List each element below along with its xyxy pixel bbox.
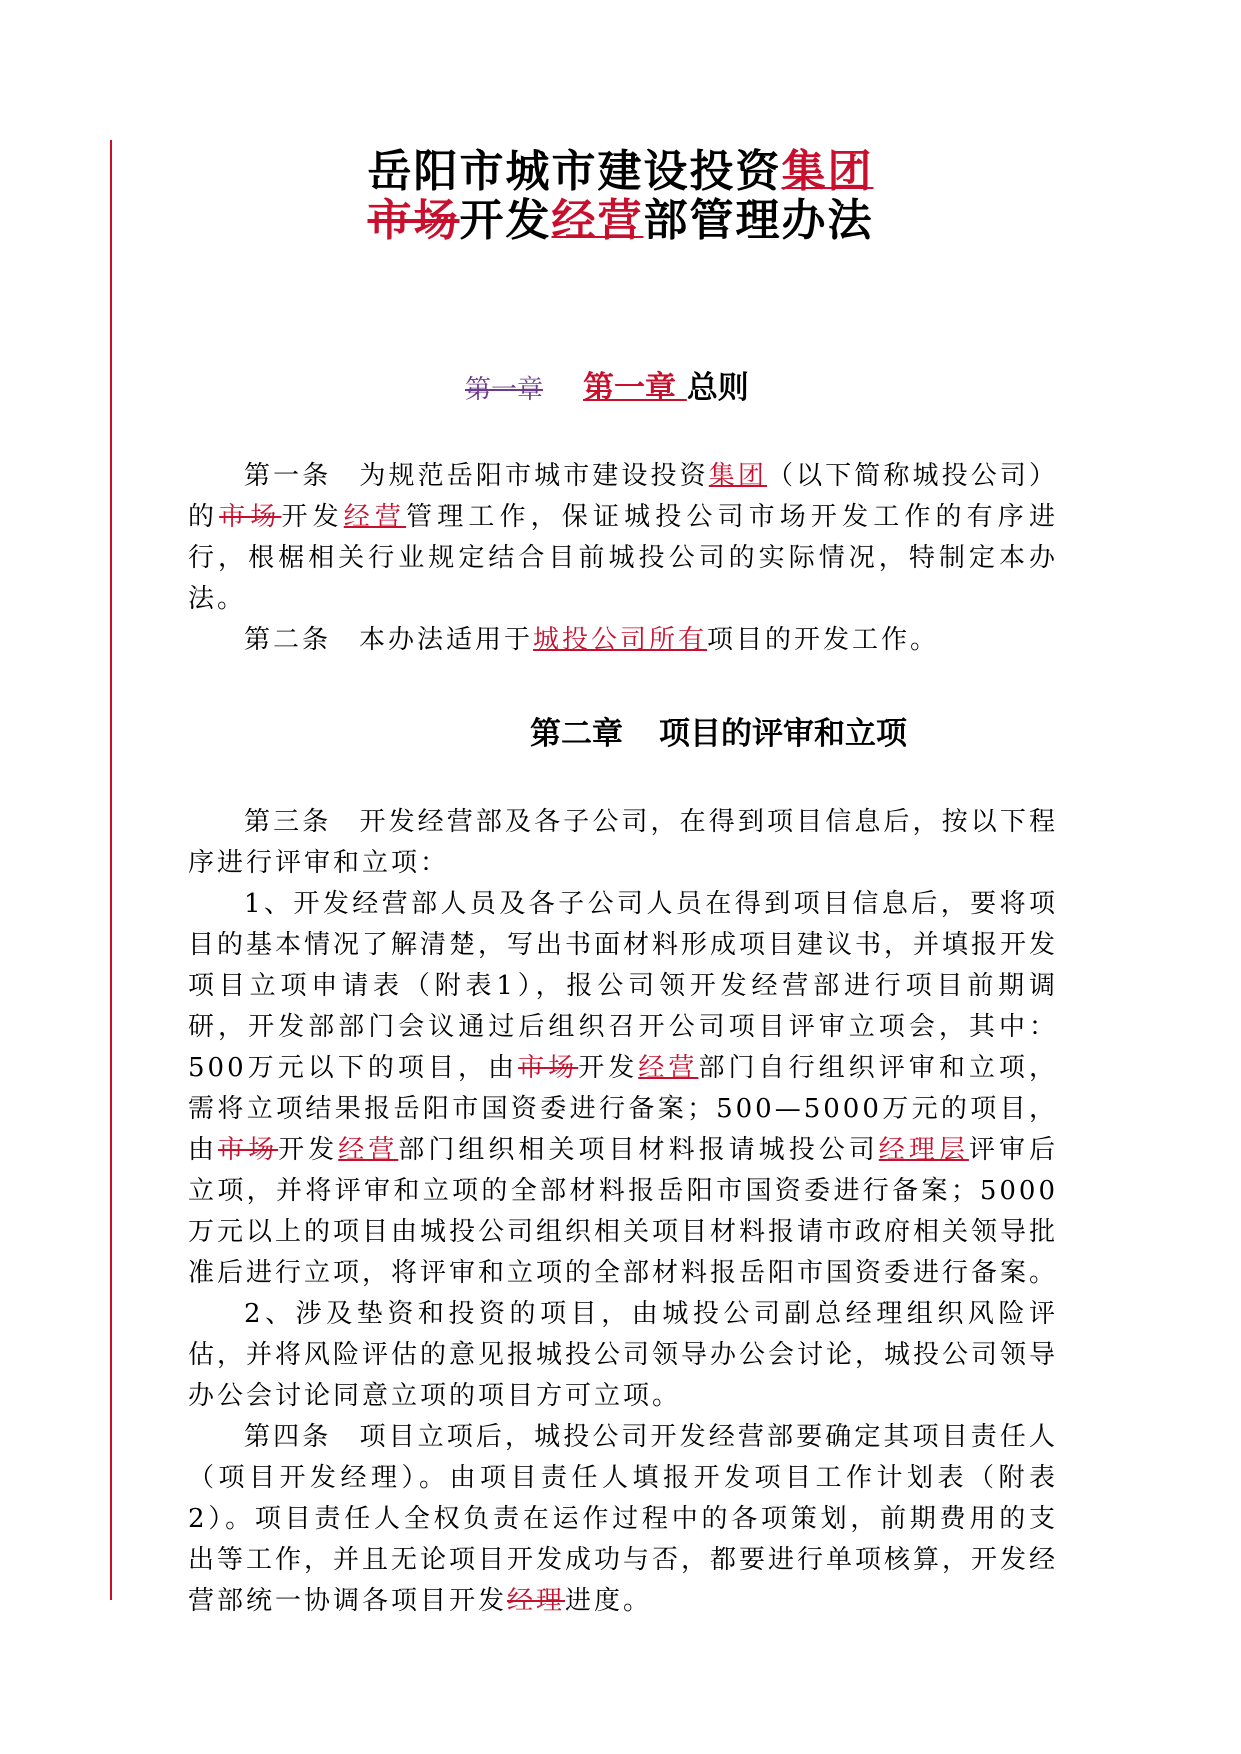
deleted-text: 第一章 (465, 375, 544, 405)
inserted-text: 第一章 (583, 370, 687, 406)
article-3-item-1: 1、开发经营部人员及各子公司人员在得到项目信息后，要将项目的基本情况了解清楚，写出书面材料形成项目建议书，并填报开发项目立项申请表（附表1），报公司领开发经营部进行项目前期调研，开发部部门会议通过后组织召开公司项目评审立项会，其中：500万元以下的项目，由市场开发经营部门自行组织评审和立项，需将立项结果报岳阳市国资委进行备案；500—5000万元的项目，由市场开发经营部门组织相关项目材料报请城投公司经理层评审后立项，并将评审和立项的全部材料报岳阳市国资委进行备案；5000万元以上的项目由城投公司组织相关项目材料报请市政府相关领导批准后进行立项，将评审和立项的全部材料报岳阳市国资委进行备案。 (188, 889, 1059, 1288)
chapter-1-body (188, 456, 1058, 661)
article-3-item-2: 2、涉及垫资和投资的项目，由城投公司副总经理组织风险评估，并将风险评估的意见报城投公司领导办公会讨论，城投公司领导办公会讨论同意立项的项目方可立项。 (188, 1299, 1059, 1411)
chapter-1-title: 总则 (686, 370, 749, 406)
article-3: 第三条 开发经营部及各子公司，在得到项目信息后，按以下程序进行评审和立项： (188, 807, 1058, 878)
inserted-text: 城投公司所有 (533, 625, 708, 655)
deleted-text: 市场 (219, 502, 282, 532)
chapter-2-body (188, 802, 1058, 1622)
inserted-text: 集团 (781, 146, 874, 197)
inserted-text: 集团 (708, 461, 767, 491)
deleted-text: 经理 (507, 1586, 566, 1616)
deleted-text: 市场 (518, 1053, 579, 1083)
article-4: 第四条 项目立项后，城投公司开发经营部要确定其项目责任人（项目开发经理）。由项目责任人填报开发项目工作计划表（附表2）。项目责任人全权负责在运作过程中的各项策划，前期费用的支出等工作，并且无论项目开发成功与否，都要进行单项核算，开发经营部统一协调各项目开发经理进度。 (188, 1422, 1059, 1616)
chapter-2-heading: 第二章 项目的评审和立项 (530, 716, 907, 752)
revision-change-bar (110, 140, 112, 1600)
deleted-text: 市场 (218, 1135, 279, 1165)
article-1: 第一条 为规范岳阳市城市建设投资集团（以下简称城投公司）的市场开发经营管理工作，保证城投公司市场开发工作的有序进行，根椐相关行业规定结合目前城投公司的实际情况，特制定本办法。 (188, 461, 1058, 614)
inserted-text: 经营 (338, 1135, 399, 1165)
document-title-line-1: 岳阳市城市建设投资集团 (367, 146, 874, 197)
inserted-text: 经营 (551, 195, 644, 246)
article-2: 第二条 本办法适用于城投公司所有项目的开发工作。 (244, 625, 940, 655)
inserted-text: 经营 (638, 1053, 699, 1083)
inserted-text: 经营 (343, 502, 407, 532)
deleted-text: 市场 (367, 195, 460, 246)
inserted-text: 经理层 (878, 1135, 969, 1165)
chapter-2-title: 项目的评审和立项 (659, 716, 907, 752)
chapter-1-heading (465, 362, 749, 407)
document-title-line-2: 市场开发经营部管理办法 (367, 195, 874, 246)
